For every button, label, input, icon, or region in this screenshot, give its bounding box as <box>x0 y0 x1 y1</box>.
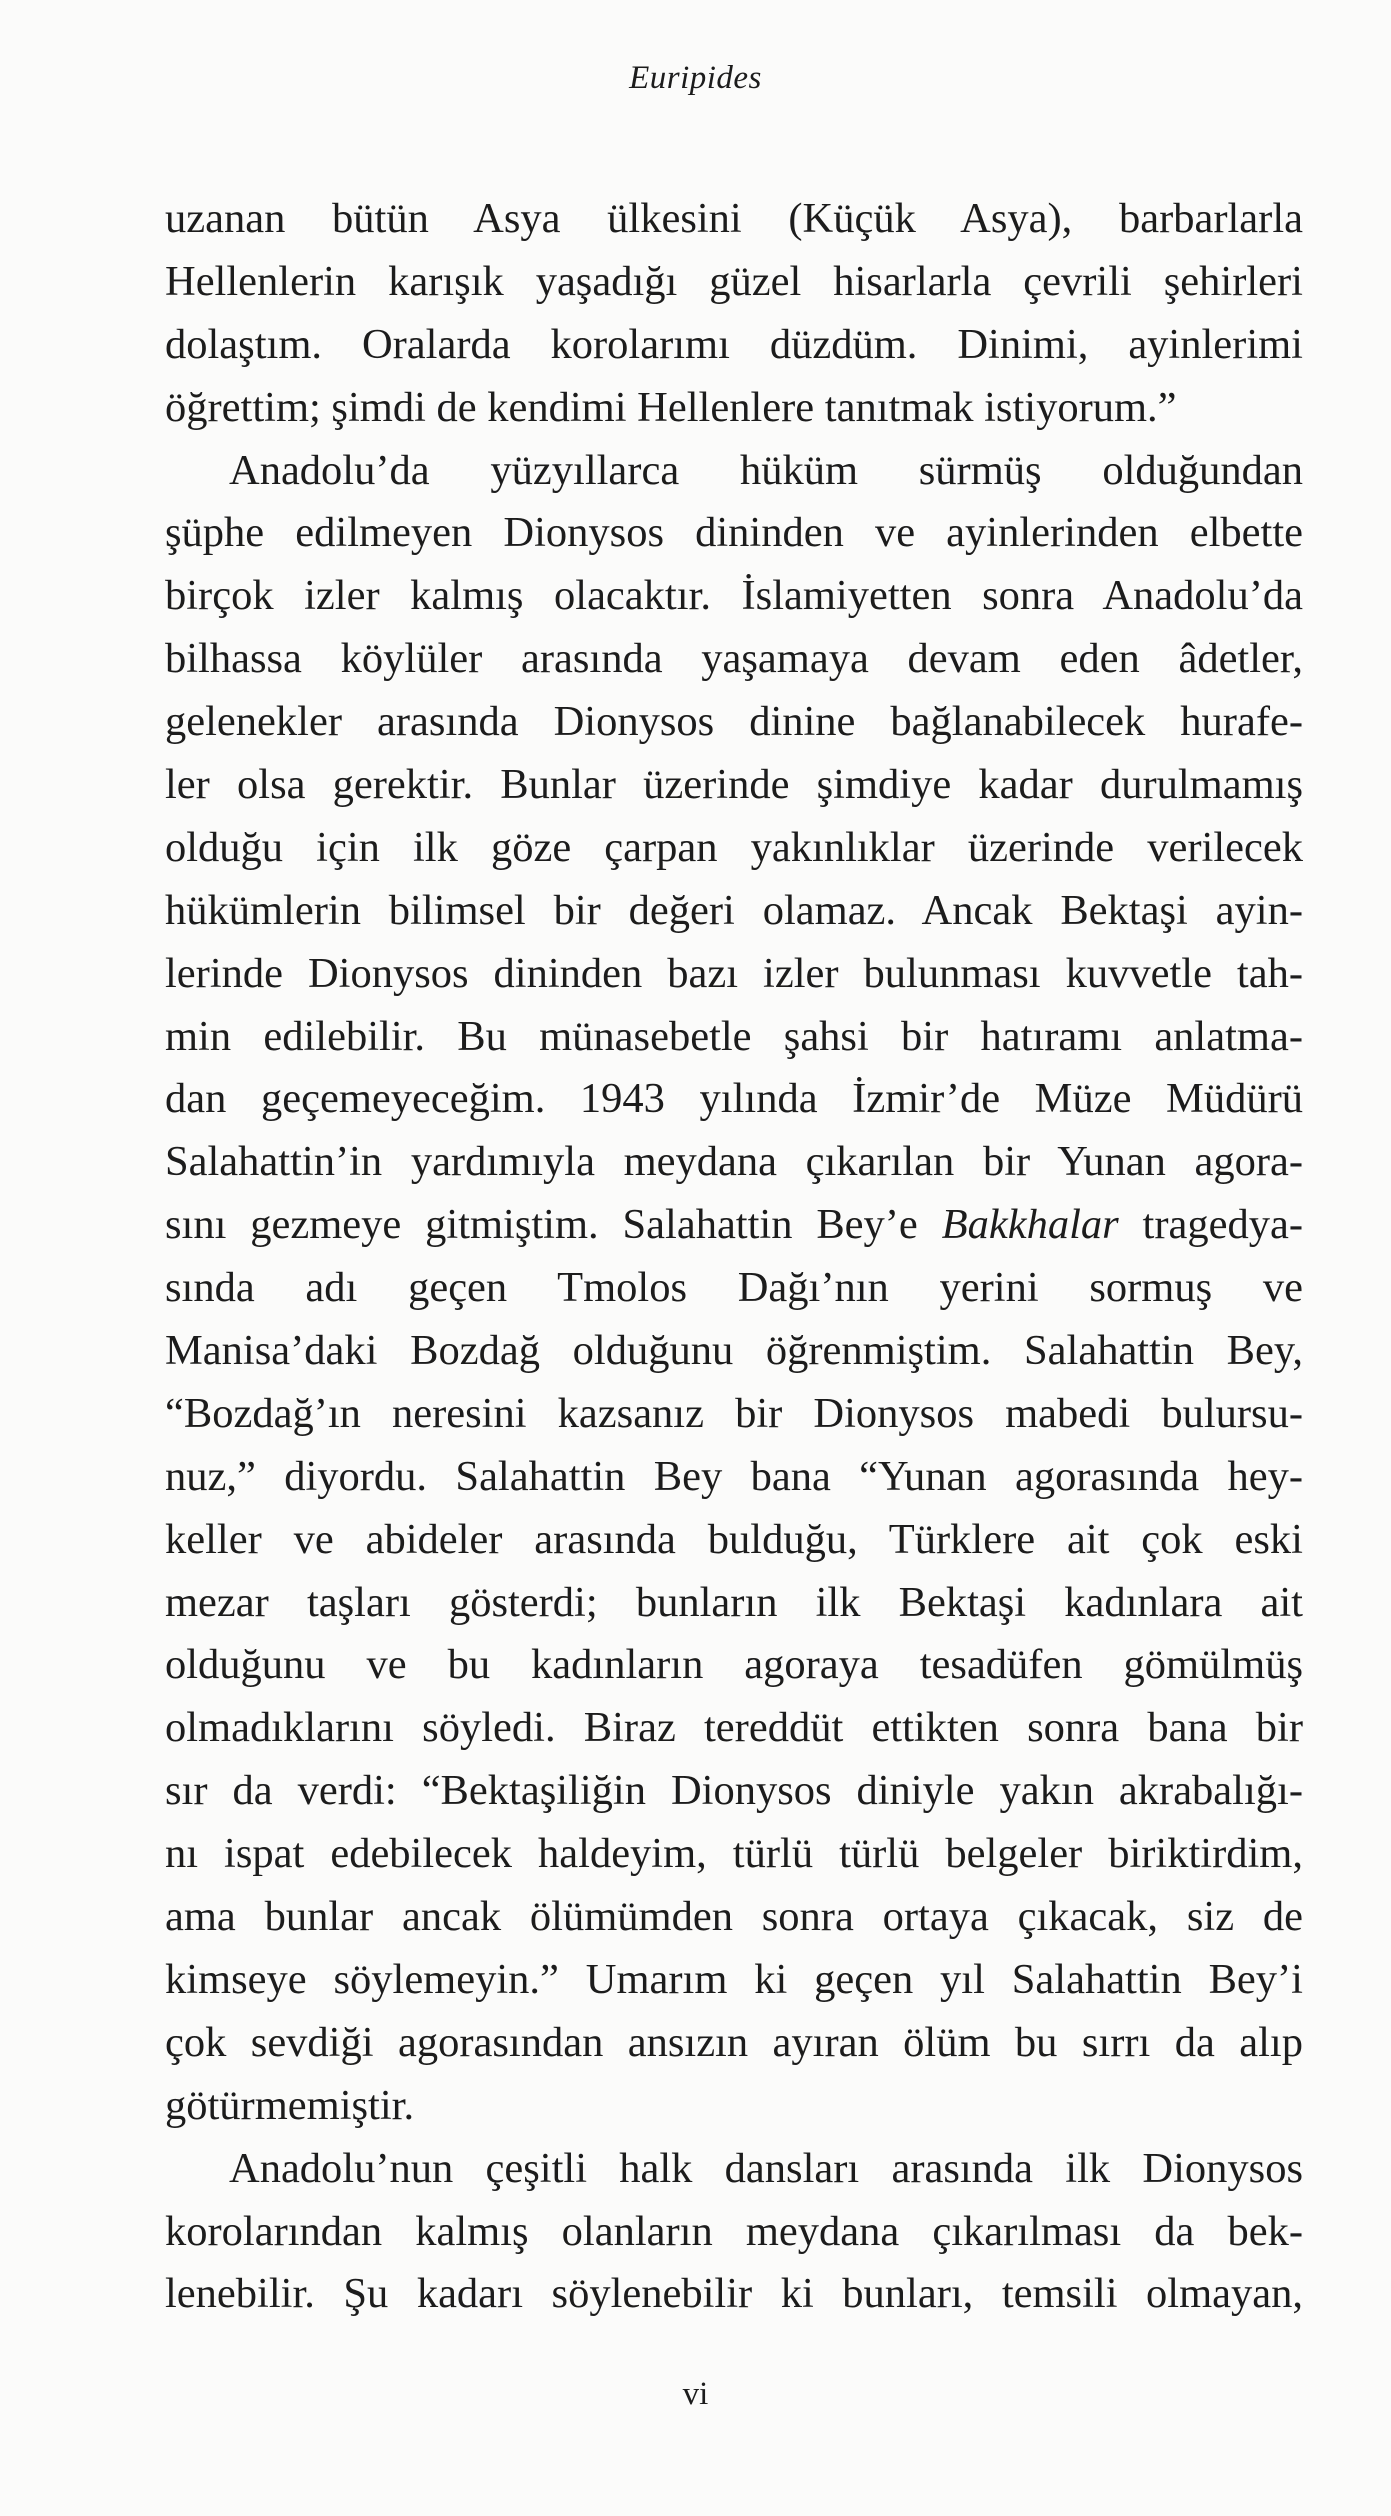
text-line: Hellenlerin karışık yaşadığı güzel hisarlarla çevrili şehirleri <box>165 257 1303 305</box>
text-line: sında adı geçen Tmolos Dağı’nın yerini sormuş ve <box>165 1264 1303 1312</box>
text-line: min edilebilir. Bu münasebetle şahsi bir hatıramı anlatma- <box>165 1012 1303 1060</box>
running-head: Euripides <box>629 60 762 96</box>
book-title-italic: Bakkhalar <box>941 1201 1119 1249</box>
text-line: nı ispat edebilecek haldeyim, türlü türlü belgeler biriktirdim, <box>165 1830 1303 1878</box>
text-line: korolarından kalmış olanların meydana çıkarılması da bek- <box>165 2207 1303 2255</box>
text-line: dan geçemeyeceğim. 1943 yılında İzmir’de Müze Müdürü <box>165 1075 1303 1123</box>
text-line: olduğunu ve bu kadınların agoraya tesadüfen gömülmüş <box>165 1641 1303 1689</box>
body-text <box>165 188 1303 2326</box>
text-line: şüphe edilmeyen Dionysos dininden ve ayinlerinden elbette <box>165 509 1303 557</box>
text-line: kimseye söylemeyin.” Umarım ki geçen yıl Salahattin Bey’i <box>165 1955 1303 2003</box>
text-line: bilhassa köylüler arasında yaşamaya devam eden âdetler, <box>165 635 1303 683</box>
text-line: öğrettim; şimdi de kendimi Hellenlere tanıtmak istiyorum.” <box>165 383 1177 431</box>
text-line: lerinde Dionysos dininden bazı izler bulunması kuvvetle tah- <box>165 949 1303 997</box>
text-segment: tragedya- <box>1118 1201 1303 1249</box>
text-line: mezar taşları gösterdi; bunların ilk Bektaşi kadınlara ait <box>165 1578 1303 1626</box>
text-line: “Bozdağ’ın neresini kazsanız bir Dionysos mabedi bulursu- <box>165 1389 1303 1437</box>
text-line: hükümlerin bilimsel bir değeri olamaz. Ancak Bektaşi ayin- <box>165 886 1303 934</box>
text-line: sır da verdi: “Bektaşiliğin Dionysos diniyle yakın akrabalığı- <box>165 1767 1303 1815</box>
text-line: Anadolu’nun çeşitli halk dansları arasında ilk Dionysos <box>229 2144 1303 2192</box>
page-number: vi <box>682 2376 709 2412</box>
text-line: ama bunlar ancak ölümümden sonra ortaya çıkacak, siz de <box>165 1893 1303 1941</box>
text-line: birçok izler kalmış olacaktır. İslamiyetten sonra Anadolu’da <box>165 572 1303 620</box>
text-line: olduğu için ilk göze çarpan yakınlıklar üzerinde verilecek <box>165 823 1303 871</box>
text-line: ler olsa gerektir. Bunlar üzerinde şimdiye kadar durulmamış <box>165 761 1303 809</box>
text-line: gelenekler arasında Dionysos dinine bağlanabilecek hurafe- <box>165 698 1303 746</box>
text-line: Salahattin’in yardımıyla meydana çıkarılan bir Yunan agora- <box>165 1138 1303 1186</box>
text-line: keller ve abideler arasında bulduğu, Türklere ait çok eski <box>165 1515 1303 1563</box>
text-line: çok sevdiği agorasından ansızın ayıran ölüm bu sırrı da alıp <box>165 2018 1303 2066</box>
text-line: Anadolu’da yüzyıllarca hüküm sürmüş olduğundan <box>229 446 1303 494</box>
text-line: uzanan bütün Asya ülkesini (Küçük Asya), barbarlarla <box>165 195 1303 242</box>
text-line: Manisa’daki Bozdağ olduğunu öğrenmiştim. Salahattin Bey, <box>165 1327 1303 1375</box>
text-line: dolaştım. Oralarda korolarımı düzdüm. Dinimi, ayinlerimi <box>165 320 1303 368</box>
text-line: nuz,” diyordu. Salahattin Bey bana “Yunan agorasında hey- <box>165 1452 1303 1500</box>
text-line: götürmemiştir. <box>165 2081 415 2129</box>
text-line <box>165 1194 1303 1257</box>
text-segment: sını gezmeye gitmiştim. Salahattin Bey’e <box>165 1201 942 1249</box>
text-line: lenebilir. Şu kadarı söylenebilir ki bunları, temsili olmayan, <box>165 2270 1303 2318</box>
text-line: olmadıklarını söyledi. Biraz tereddüt ettikten sonra bana bir <box>165 1704 1303 1752</box>
